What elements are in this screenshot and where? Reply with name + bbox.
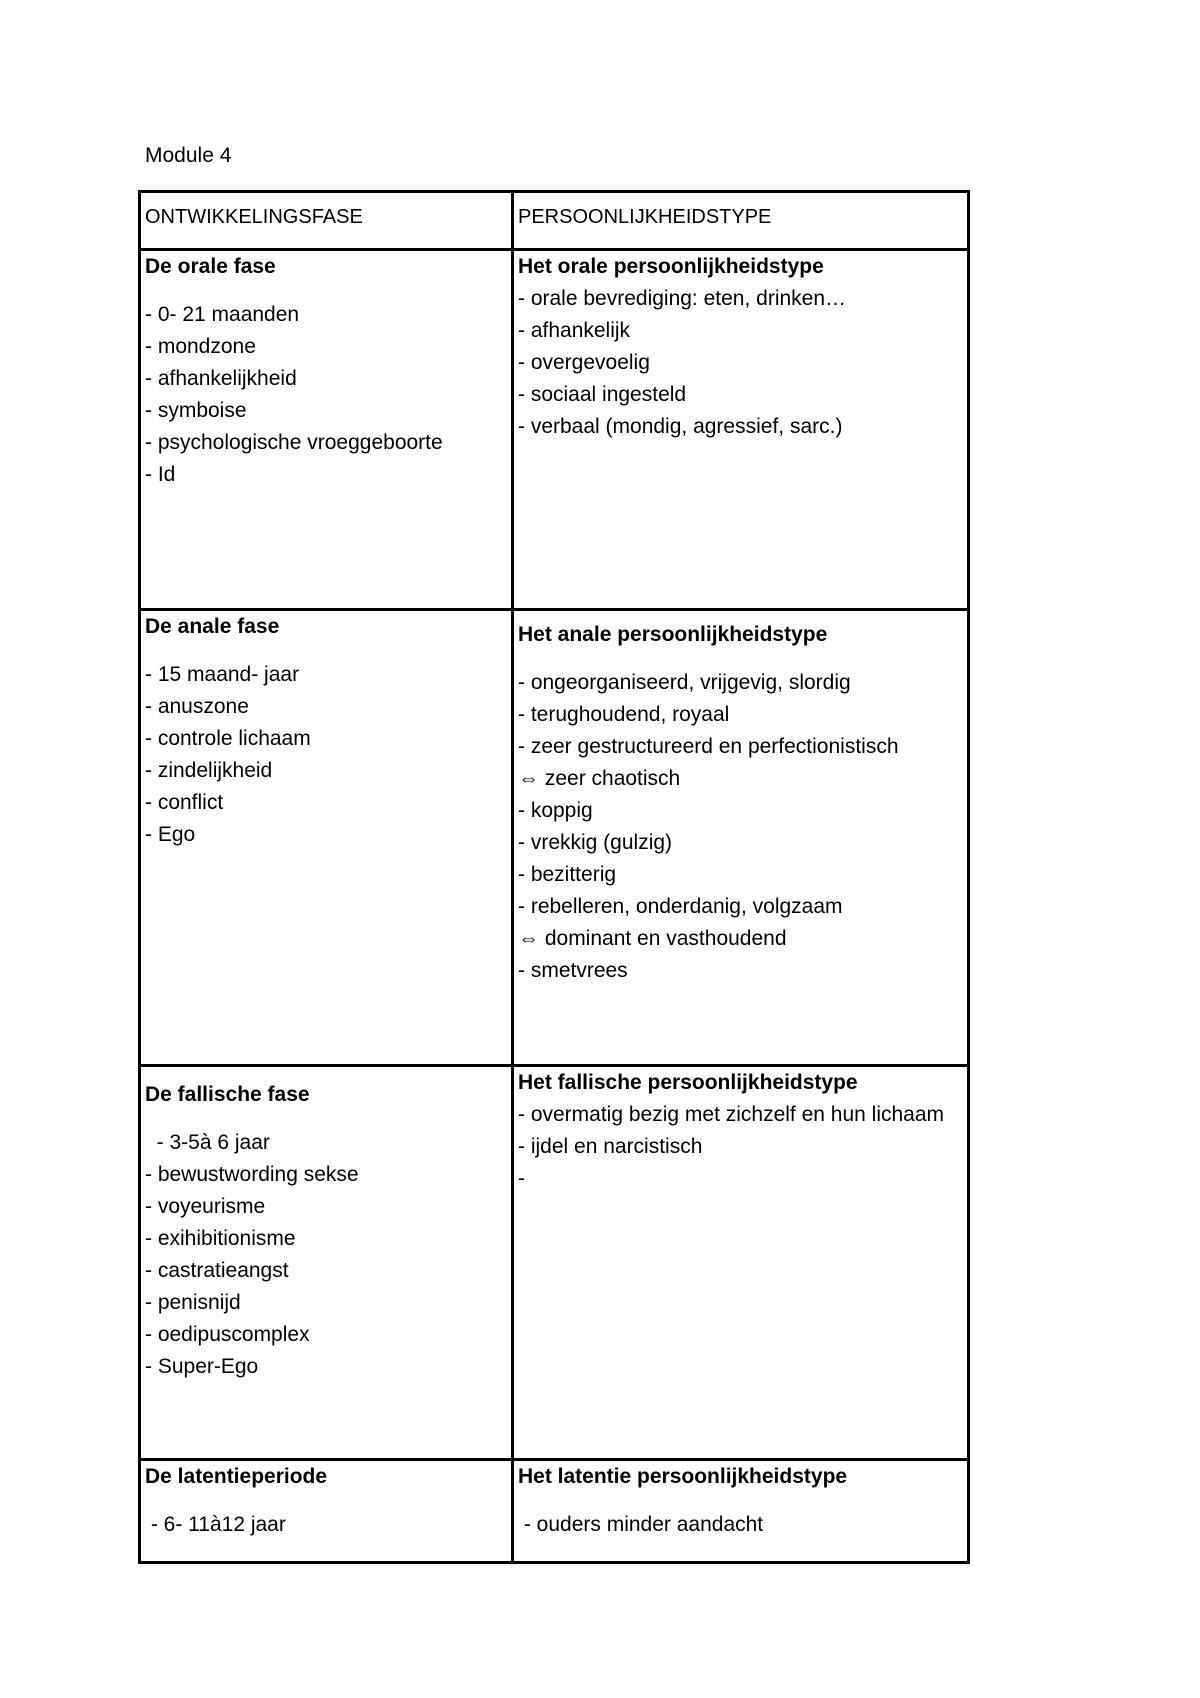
- type-cell: [513, 1066, 969, 1460]
- table-header-row: [140, 192, 969, 250]
- type-item: - koppig: [518, 799, 593, 822]
- phase-item: - Id: [145, 463, 176, 486]
- phase-item: - symboise: [145, 399, 247, 422]
- phase-title: De anale fase: [145, 615, 280, 638]
- table-row: [140, 1460, 969, 1563]
- type-item: - orale bevrediging: eten, drinken…: [518, 287, 847, 310]
- page-title: Module 4: [145, 144, 232, 167]
- type-cell: [513, 1460, 969, 1563]
- type-title: Het latentie persoonlijkheidstype: [518, 1465, 848, 1488]
- type-item: - vrekkig (gulzig): [518, 831, 673, 854]
- phase-title: De orale fase: [145, 255, 276, 278]
- phase-title: De latentieperiode: [145, 1465, 328, 1488]
- phase-title: De fallische fase: [145, 1083, 310, 1106]
- type-item: - overmatig bezig met zichzelf en hun lichaam: [518, 1103, 945, 1126]
- phase-cell: [140, 1460, 513, 1563]
- header-type: PERSOONLIJKHEIDSTYPE: [518, 206, 772, 228]
- type-item: - ouders minder aandacht: [518, 1513, 764, 1536]
- type-title: Het orale persoonlijkheidstype: [518, 255, 824, 278]
- phase-item: - penisnijd: [145, 1291, 241, 1314]
- table-row: [140, 1066, 969, 1460]
- type-item: - bezitterig: [518, 863, 617, 886]
- phase-item: - bewustwording sekse: [145, 1163, 359, 1186]
- phase-item: - castratieangst: [145, 1259, 289, 1282]
- type-item: -: [518, 1167, 525, 1190]
- phase-cell: [140, 1066, 513, 1460]
- phase-item: - zindelijkheid: [145, 759, 273, 782]
- header-phase-cell: [140, 192, 513, 250]
- phase-item: - psychologische vroeggeboorte: [145, 431, 443, 454]
- personality-table: [138, 190, 970, 1564]
- phase-item: - conflict: [145, 791, 224, 814]
- phase-item: - Ego: [145, 823, 196, 846]
- phase-cell: [140, 610, 513, 1066]
- phase-item: - mondzone: [145, 335, 256, 358]
- type-item: - terughoudend, royaal: [518, 703, 730, 726]
- type-item: ⇔ zeer chaotisch: [518, 767, 681, 790]
- type-item: - smetvrees: [518, 959, 628, 982]
- type-item: - sociaal ingesteld: [518, 383, 687, 406]
- type-item: - afhankelijk: [518, 319, 631, 342]
- phase-item: - anuszone: [145, 695, 249, 718]
- header-type-cell: [513, 192, 969, 250]
- phase-item: - afhankelijkheid: [145, 367, 297, 390]
- type-cell: [513, 250, 969, 610]
- phase-item: - Super-Ego: [145, 1355, 259, 1378]
- phase-item: - exihibitionisme: [145, 1227, 296, 1250]
- type-item: - zeer gestructureerd en perfectionistisch: [518, 735, 899, 758]
- phase-item: - 3-5à 6 jaar: [145, 1131, 270, 1154]
- header-phase: ONTWIKKELINGSFASE: [145, 206, 363, 228]
- type-item: - overgevoelig: [518, 351, 650, 374]
- phase-item: - controle lichaam: [145, 727, 311, 750]
- type-item: - ijdel en narcistisch: [518, 1135, 703, 1158]
- type-item: - verbaal (mondig, agressief, sarc.): [518, 415, 843, 438]
- phase-item: - voyeurisme: [145, 1195, 266, 1218]
- phase-item: - 0- 21 maanden: [145, 303, 300, 326]
- phase-item: - oedipuscomplex: [145, 1323, 310, 1346]
- table-row: [140, 610, 969, 1066]
- type-title: Het fallische persoonlijkheidstype: [518, 1071, 858, 1094]
- table-row: [140, 250, 969, 610]
- type-title: Het anale persoonlijkheidstype: [518, 623, 828, 646]
- type-item: - rebelleren, onderdanig, volgzaam: [518, 895, 843, 918]
- type-item: ⇔ dominant en vasthoudend: [518, 927, 787, 950]
- phase-cell: [140, 250, 513, 610]
- type-cell: [513, 610, 969, 1066]
- phase-item: - 15 maand- jaar: [145, 663, 300, 686]
- type-item: - ongeorganiseerd, vrijgevig, slordig: [518, 671, 851, 694]
- phase-item: - 6- 11à12 jaar: [145, 1513, 286, 1536]
